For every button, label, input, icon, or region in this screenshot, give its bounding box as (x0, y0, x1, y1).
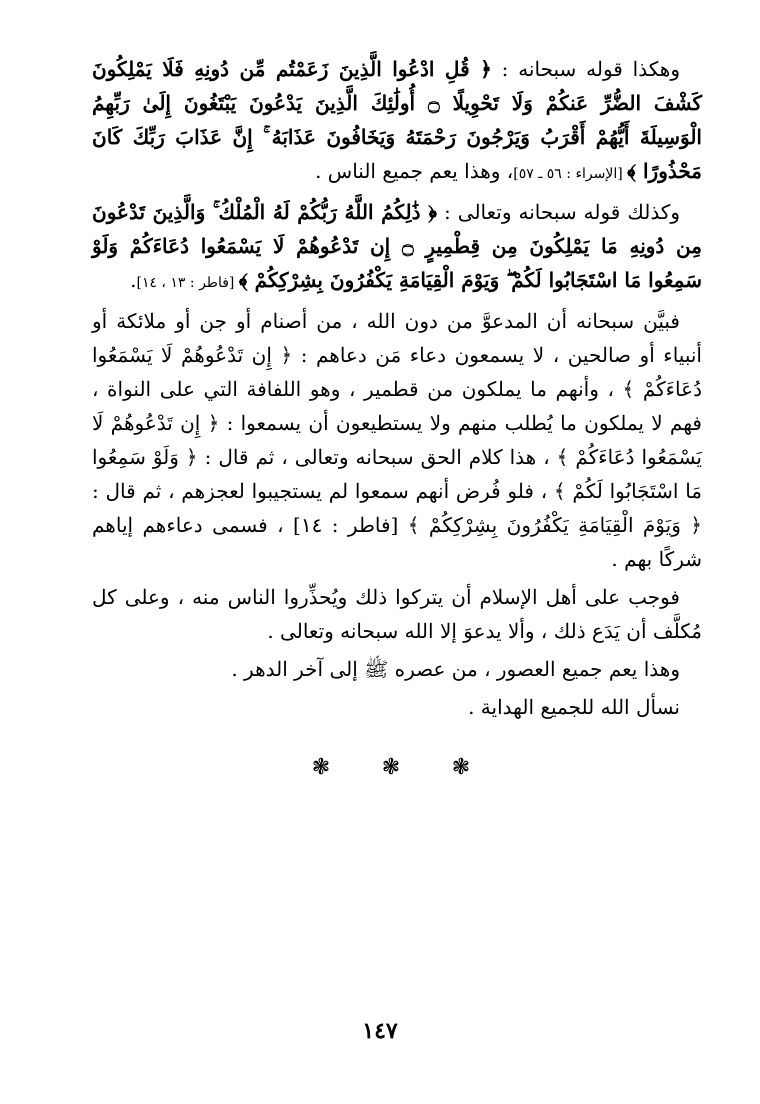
paragraph-supplication: نسأل الله للجميع الهداية . (468, 695, 680, 719)
intro-text: وكذلك قوله سبحانه وتعالى : (436, 200, 680, 224)
flower-ornament-icon: ❃ (451, 755, 471, 780)
paragraph-explanation: فبيَّن سبحانه أن المدعوَّ من دون الله ، من أصنام أو جن أو ملائكة أو أنبياء أو صالحين ، لا يسمعون دعاء مَن دعاهم : ﴿ إِن تَدْعُوهُمْ لَا يَسْمَعُوا دُعَاءَكُمْ ﴾ ، وأنهم ما يملكون من قطمير ، وهو اللفافة التي على النواة ، فهم لا يملكون ما يُطلب منهم ولا يستطيعون أن يسمعوا : ﴿ إِن تَدْعُوهُمْ لَا يَسْمَعُوا دُعَاءَكُمْ ﴾ ، هذا كلام الحق سبحانه وتعالى ، ثم قال : ﴿ وَلَوْ سَمِعُوا مَا اسْتَجَابُوا لَكُمْ ﴾ ، فلو فُرض أنهم سمعوا لم يستجيبوا لعجزهم ، ثم قال : ﴿ وَيَوْمَ الْقِيَامَةِ يَكْفُرُونَ بِشِرْكِكُمْ ﴾ [فاطر : ١٤] ، فسمى دعاءهم إياهم شركًا بهم . (92, 309, 703, 571)
paragraph-isra (92, 52, 702, 191)
page-number: ١٤٧ (362, 1018, 398, 1044)
paragraph-all-eras: وهذا يعم جميع العصور ، من عصره ﷺ إلى آخر الدهر . (231, 657, 680, 681)
paragraph-continuation: . (130, 268, 137, 292)
quran-verse-isra: ﴿ قُلِ ادْعُوا الَّذِينَ زَعَمْتُم مِّن دُونِهِ فَلَا يَمْلِكُونَ كَشْفَ الضُّرِّ عَنكُمْ وَلَا تَحْوِيلًا ۝ أُولَٰئِكَ الَّذِينَ يَدْعُونَ يَبْتَغُونَ إِلَىٰ رَبِّهِمُ الْوَسِيلَةَ أَيُّهُمْ أَقْرَبُ وَيَرْجُونَ رَحْمَتَهُ وَيَخَافُونَ عَذَابَهُ ۚ إِنَّ عَذَابَ رَبِّكَ كَانَ مَحْذُورًا ﴾ (92, 57, 703, 183)
flower-ornament-icon: ❃ (381, 755, 401, 780)
flower-ornament-icon: ❃ (311, 755, 331, 780)
quran-verse-fatir: ﴿ ذَٰلِكُمُ اللَّهُ رَبُّكُمْ لَهُ الْمُلْكُ ۚ وَالَّذِينَ تَدْعُونَ مِن دُونِهِ مَا يَمْلِكُونَ مِن قِطْمِيرٍ ۝ إِن تَدْعُوهُمْ لَا يَسْمَعُوا دُعَاءَكُمْ وَلَوْ سَمِعُوا مَا اسْتَجَابُوا لَكُمْ ۖ وَيَوْمَ الْقِيَامَةِ يَكْفُرُونَ بِشِرْكِكُمْ ﴾ (92, 200, 702, 292)
verse-reference-isra: [الإسراء : ٥٦ ـ ٥٧] (513, 166, 628, 182)
intro-text: وهكذا قوله سبحانه : (491, 57, 680, 81)
paragraph-fatir (92, 195, 702, 300)
paragraph-obligation: فوجب على أهل الإسلام أن يتركوا ذلك ويُحذِّروا الناس منه ، وعلى كل مُكلَّف أن يَدَع ذلك ، وألا يدعوَ إلا الله سبحانه وتعالى . (92, 585, 702, 643)
page-body (92, 52, 702, 728)
paragraph-continuation: ، وهذا يعم جميع الناس . (315, 159, 514, 183)
verse-reference-fatir: [فاطر : ١٣ ، ١٤] (136, 275, 239, 291)
section-divider (0, 754, 760, 782)
